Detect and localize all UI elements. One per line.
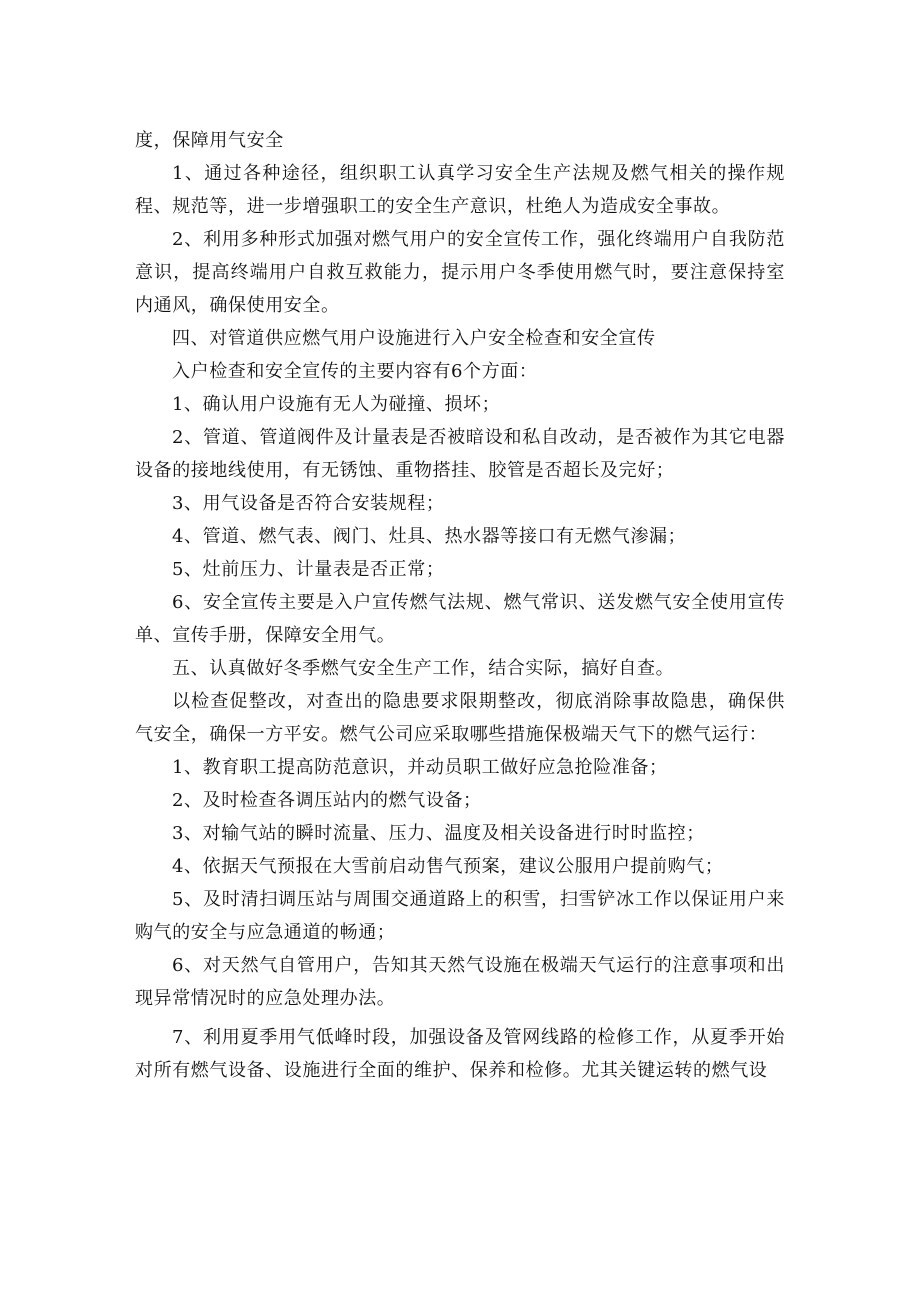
measure-item-2: 2、及时检查各调压站内的燃气设备； [172,790,482,811]
check-item-3: 3、用气设备是否符合安装规程； [172,493,445,514]
paragraph-continuation: 度，保障用气安全 [135,130,284,151]
document-body [135,124,785,1087]
paragraph-intro: 入户检查和安全宣传的主要内容有6个方面： [172,361,538,382]
measure-item-4: 4、依据天气预报在大雪前启动售气预案，建议公服用户提前购气； [172,856,724,877]
measure-item-1: 1、教育职工提高防范意识，并动员职工做好应急抢险准备； [172,757,668,778]
section-heading-4: 四、对管道供应燃气用户设施进行入户安全检查和安全宣传 [172,328,656,349]
paragraph-item-1: 1、通过各种途径，组织职工认真学习安全生产法规及燃气相关的操作规程、规范等，进一步增强职工的安全生产意识，杜绝人为造成安全事故。 [135,163,785,217]
check-item-5: 5、灶前压力、计量表是否正常； [172,559,445,580]
measure-item-3: 3、对输气站的瞬时流量、压力、温度及相关设备进行时时监控； [172,823,705,844]
measure-item-5: 5、及时清扫调压站与周围交通道路上的积雪，扫雪铲冰工作以保证用户来购气的安全与应急通道的畅通； [135,889,785,943]
check-item-1: 1、确认用户设施有无人为碰撞、损坏； [172,394,501,415]
check-item-4: 4、管道、燃气表、阀门、灶具、热水器等接口有无燃气渗漏； [172,526,687,547]
check-item-2: 2、管道、管道阀件及计量表是否被暗设和私自改动，是否被作为其它电器设备的接地线使用，有无锈蚀、重物搭挂、胶管是否超长及完好； [135,427,785,481]
section-heading-5: 五、认真做好冬季燃气安全生产工作，结合实际，搞好自查。 [172,658,675,679]
paragraph-rectification: 以检查促整改，对查出的隐患要求限期整改，彻底消除事故隐患，确保供气安全，确保一方平安。燃气公司应采取哪些措施保极端天气下的燃气运行： [135,691,785,745]
measure-item-6: 6、对天然气自管用户，告知其天然气设施在极端天气运行的注意事项和出现异常情况时的应急处理办法。 [135,955,785,1009]
check-item-6: 6、安全宣传主要是入户宣传燃气法规、燃气常识、送发燃气安全使用宣传单、宣传手册，保障安全用气。 [135,592,785,646]
paragraph-item-2: 2、利用多种形式加强对燃气用户的安全宣传工作，强化终端用户自我防范意识，提高终端用户自救互救能力，提示用户冬季使用燃气时，要注意保持室内通风，确保使用安全。 [135,229,785,316]
measure-item-7: 7、利用夏季用气低峰时段，加强设备及管网线路的检修工作，从夏季开始对所有燃气设备、设施进行全面的维护、保养和检修。尤其关键运转的燃气设 [135,1027,785,1081]
